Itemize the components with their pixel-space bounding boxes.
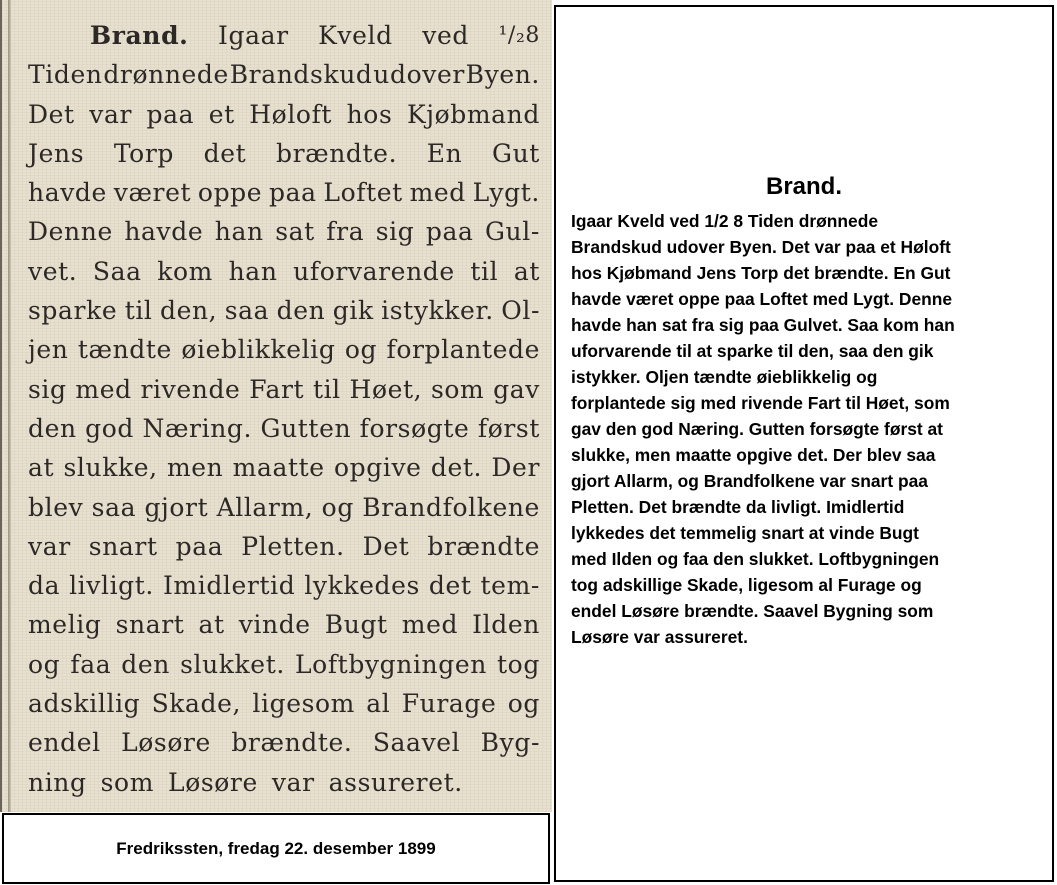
clipping-word: hos (346, 99, 393, 129)
clipping-line (28, 134, 540, 173)
clipping-word: istykker. (381, 296, 494, 326)
clipping-word: han (214, 217, 264, 247)
clipping-word: først (477, 413, 540, 443)
newspaper-clipping-image (0, 0, 552, 812)
clipping-word: men (166, 453, 224, 483)
clipping-word: vinde (238, 610, 311, 640)
clipping-line (28, 605, 540, 644)
transcription-line: Igaar Kveld ved 1/2 8 Tiden drønnede (571, 211, 879, 231)
clipping-word: sig (375, 217, 415, 247)
clipping-word: Saa (92, 256, 142, 286)
clipping-word: snart (115, 610, 185, 640)
clipping-word: oppe (197, 178, 263, 208)
clipping-word: opgive (334, 453, 422, 483)
clipping-line (28, 409, 540, 448)
clipping-word: havde (28, 178, 107, 208)
clipping-word: gik (332, 296, 374, 326)
clipping-word: udover (373, 60, 465, 90)
clipping-word: maatte (232, 453, 325, 483)
transcription-line: forplantede sig med rivende Fart til Høet, som (571, 393, 950, 413)
clipping-word: Det (28, 99, 75, 129)
clipping-word: sat (275, 217, 315, 247)
clipping-word: saa (224, 296, 270, 326)
clipping-line (28, 212, 540, 251)
clipping-line (28, 645, 540, 684)
clipping-word: kom (157, 256, 213, 286)
clipping-line (28, 763, 540, 802)
clipping-word: tændte (77, 335, 172, 365)
clipping-word: til (470, 256, 499, 286)
clipping-word: Torp (113, 138, 174, 168)
clipping-word: Saavel (372, 728, 461, 758)
clipping-word: Løsøre (168, 767, 258, 797)
transcription-line: Pletten. Det brændte da livligt. Imidlertid (571, 497, 905, 517)
clipping-word: paa (268, 178, 317, 208)
clipping-word: et (208, 99, 235, 129)
clipping-word: al (366, 689, 391, 719)
clipping-word: Der (491, 453, 540, 483)
clipping-word: til (312, 374, 341, 404)
clipping-word: blev (28, 492, 84, 522)
clipping-word: Byen. (465, 60, 540, 90)
clipping-word: den, (159, 296, 218, 326)
clipping-line (28, 566, 540, 605)
clipping-word: slukket. (180, 649, 285, 679)
clipping-word: brændte. (275, 138, 398, 168)
clipping-word: Skade, (151, 689, 242, 719)
clipping-word: Ilden (472, 610, 540, 640)
clipping-word: som (100, 767, 154, 797)
clipping-word: ¹/₂8 (498, 23, 540, 48)
clipping-word: Allarm, (216, 492, 314, 522)
clipping-word: med (75, 374, 132, 404)
source-caption (2, 813, 550, 884)
clipping-word: og (507, 689, 540, 719)
clipping-word: adskillig (28, 689, 141, 719)
clipping-word: Bugt (324, 610, 388, 640)
clipping-word: været (113, 178, 192, 208)
clipping-word: En (426, 138, 463, 168)
clipping-word: Loftbygningen (294, 649, 487, 679)
clipping-word: Denne (28, 217, 113, 247)
clipping-word: Det (362, 531, 410, 561)
clipping-word: Brand. (90, 21, 189, 50)
transcription-line: gav den god Næring. Gutten forsøgte først at (571, 419, 943, 439)
clipping-word: melig (28, 610, 102, 640)
clipping-word: brændte. (231, 728, 353, 758)
transcription-line: Brandskud udover Byen. Det var paa et Høloft (571, 237, 951, 257)
clipping-word: Næring. (142, 413, 253, 443)
clipping-word: den (28, 413, 77, 443)
clipping-word: det. (430, 453, 483, 483)
clipping-word: at (198, 610, 225, 640)
transcription-line: havde været oppe paa Loftet med Lygt. Denne (571, 289, 953, 309)
transcription-line: uforvarende til at sparke til den, saa den gik (571, 341, 934, 361)
transcription-line: havde han sat fra sig paa Gulvet. Saa kom han (571, 315, 955, 335)
clipping-word: Tiden (28, 60, 103, 90)
transcription-line: endel Løsøre brændte. Saavel Bygning som (571, 601, 934, 621)
clipping-word: og (321, 492, 354, 522)
clipping-word: Furage (401, 689, 497, 719)
clipping-word: snart (88, 531, 158, 561)
clipping-word: god (85, 413, 135, 443)
clipping-word: livligt. (69, 571, 154, 601)
clipping-text (28, 16, 540, 802)
clipping-word: faa (70, 649, 112, 679)
clipping-word: ligesom (252, 689, 355, 719)
source-caption-text: Fredrikssten, fredag 22. desember 1899 (116, 838, 436, 858)
clipping-word: assureret. (328, 767, 463, 797)
clipping-word: ning (28, 767, 87, 797)
clipping-line (28, 488, 540, 527)
clipping-word: fra (326, 217, 365, 247)
clipping-word: jen (28, 335, 69, 365)
clipping-word: og (28, 649, 61, 679)
clipping-word: den (276, 296, 326, 326)
clipping-line (28, 16, 540, 55)
clipping-word: slukke, (63, 453, 158, 483)
clipping-word: øieblikkelig (181, 335, 336, 365)
clipping-word: Løsøre (121, 728, 211, 758)
article-title: Brand. (765, 173, 842, 200)
clipping-word: rivende (140, 374, 241, 404)
clipping-word: Gul- (484, 217, 540, 247)
clipping-line (28, 291, 540, 330)
clipping-word: at (513, 256, 540, 286)
clipping-line (28, 330, 540, 369)
clipping-word: og (344, 335, 378, 365)
clipping-word: Høloft (249, 99, 333, 129)
clipping-word: Gutten (260, 413, 352, 443)
clipping-word: var (89, 99, 132, 129)
clipping-word: med (409, 178, 466, 208)
transcription-line: istykker. Oljen tændte øieblikkelig og (571, 367, 878, 387)
clipping-line (28, 95, 540, 134)
clipping-word: paa (425, 217, 474, 247)
clipping-word: han (228, 256, 278, 286)
clipping-line (28, 684, 540, 723)
clipping-word: tem- (480, 571, 540, 601)
clipping-fold-edge (8, 0, 11, 812)
clipping-word: Loftet (323, 178, 403, 208)
clipping-word: med (401, 610, 459, 640)
transcription-line: gjort Allarm, og Brandfolkene var snart paa (571, 471, 928, 491)
transcription-text (571, 208, 1045, 650)
clipping-word: til (124, 296, 153, 326)
transcription-line: hos Kjøbmand Jens Torp det brændte. En Gut (571, 263, 951, 283)
clipping-word: Fart (249, 374, 305, 404)
clipping-word: Jens (28, 138, 85, 168)
clipping-word: da (28, 571, 61, 601)
clipping-line (28, 252, 540, 291)
transcription-line: med Ilden og faa den slukket. Loftbygningen (571, 549, 940, 569)
clipping-word: Brandfolkene (362, 492, 540, 522)
clipping-word: den (121, 649, 170, 679)
clipping-word: gav (493, 374, 540, 404)
clipping-word: sig (28, 374, 67, 404)
clipping-word: Imidlertid (162, 571, 296, 601)
clipping-word: at (28, 453, 55, 483)
clipping-line (28, 723, 540, 762)
clipping-word: endel (28, 728, 101, 758)
clipping-word: Gut (492, 138, 540, 168)
transcription-line: Løsøre var assureret. (571, 627, 748, 647)
clipping-word: det (203, 138, 247, 168)
clipping-word: forplantede (386, 335, 540, 365)
clipping-line (28, 370, 540, 409)
clipping-word: forsøgte (359, 413, 470, 443)
clipping-line (28, 55, 540, 94)
clipping-word: var (271, 767, 315, 797)
clipping-word: uforvarende (293, 256, 455, 286)
clipping-word: sparke (28, 296, 118, 326)
clipping-word: Byg- (480, 728, 540, 758)
transcription-line: tog adskillige Skade, ligesom al Furage og (571, 575, 922, 595)
clipping-word: paa (146, 99, 195, 129)
clipping-line (28, 527, 540, 566)
clipping-word: vet. (28, 256, 78, 286)
clipping-line (28, 448, 540, 487)
clipping-word: Høet, (349, 374, 423, 404)
clipping-word: Igaar (217, 21, 289, 50)
clipping-word: gjort (144, 492, 209, 522)
clipping-word: brændte (427, 531, 540, 561)
clipping-word: Kjøbmand (406, 99, 540, 129)
clipping-word: som (430, 374, 485, 404)
clipping-word: Ol- (501, 296, 540, 326)
clipping-word: lykkedes (304, 571, 420, 601)
clipping-word: Lygt. (472, 178, 540, 208)
clipping-word: var (28, 531, 71, 561)
clipping-word: Brandskud (229, 60, 373, 90)
clipping-word: saa (91, 492, 137, 522)
clipping-word: det (428, 571, 472, 601)
clipping-word: havde (124, 217, 204, 247)
clipping-word: tog (497, 649, 540, 679)
clipping-word: Pletten. (241, 531, 345, 561)
transcription-line: slukke, men maatte opgive det. Der blev saa (571, 445, 936, 465)
clipping-word: Kveld (318, 21, 393, 50)
clipping-word: drønnede (103, 60, 229, 90)
clipping-word: ved (422, 21, 469, 50)
transcription-line: lykkedes det temmelig snart at vinde Bugt (571, 523, 919, 543)
transcription-panel (554, 5, 1054, 882)
clipping-word: paa (175, 531, 224, 561)
clipping-line (28, 173, 540, 212)
